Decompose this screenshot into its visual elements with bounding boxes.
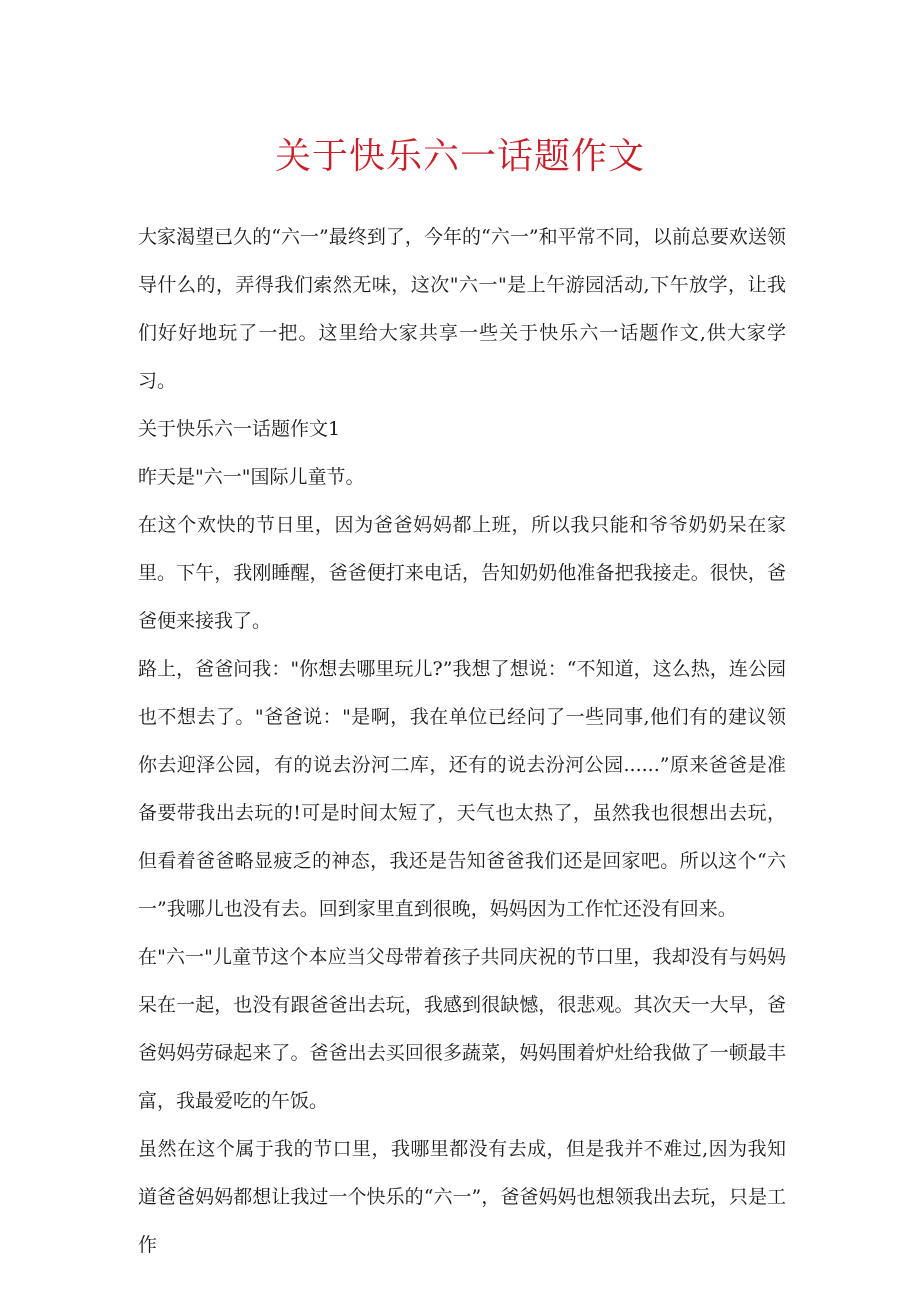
paragraph: 昨天是"六一"国际儿童节。 [138,466,365,488]
paragraph: 在"六一"儿童节这个本应当父母带着孩子共同庆祝的节口里，我却没有与妈妈呆在一起，也没有跟爸爸出去玩，我感到很缺憾，很悲观。其次天一大早，爸爸妈妈劳碌起来了。爸爸出去买回很多蔬菜，妈妈围着炉灶给我做了一顿最丰富，我最爱吃的午饭。 [138,946,786,1112]
paragraph: 虽然在这个属于我的节口里，我哪里都没有去成，但是我并不难过,因为我知道爸爸妈妈都想让我过一个快乐的“六一”，爸爸妈妈也想领我出去玩，只是工作 [138,1138,786,1256]
paragraph-intro: 大家渴望已久的“六一”最终到了，今年的“六一”和平常不同，以前总要欢送领导什么的，弄得我们索然无味，这次"六一"是上午游园活动,下午放学，让我们好好地玩了一把。这里给大家共享一些关于快乐六一话题作文,供大家学习。 [138,226,786,392]
paragraph: 在这个欢快的节日里，因为爸爸妈妈都上班，所以我只能和爷爷奶奶呆在家里。下午，我刚睡醒，爸爸便打来电话，告知奶奶他准备把我接走。很快，爸爸便来接我了。 [138,514,786,632]
document-body [138,213,786,1269]
document-title: 关于快乐六一话题作文 [274,136,645,177]
paragraph: 路上，爸爸问我："你想去哪里玩儿?”我想了想说：“不知道，这么热，连公园也不想去了。"爸爸说："是啊，我在单位已经问了一些同事,他们有的建议领你去迎泽公园，有的说去汾河二库，还有的说去汾河公园......”原来爸爸是准备要带我出去玩的!可是时间太短了，天气也太热了，虽然我也很想出去玩，但看着爸爸略显疲乏的神态，我还是告知爸爸我们还是回家吧。所以这个“六一”我哪儿也没有去。回到家里直到很晚，妈妈因为工作忙还没有回来。 [138,658,786,920]
section-heading: 关于快乐六一话题作文1 [138,418,341,440]
